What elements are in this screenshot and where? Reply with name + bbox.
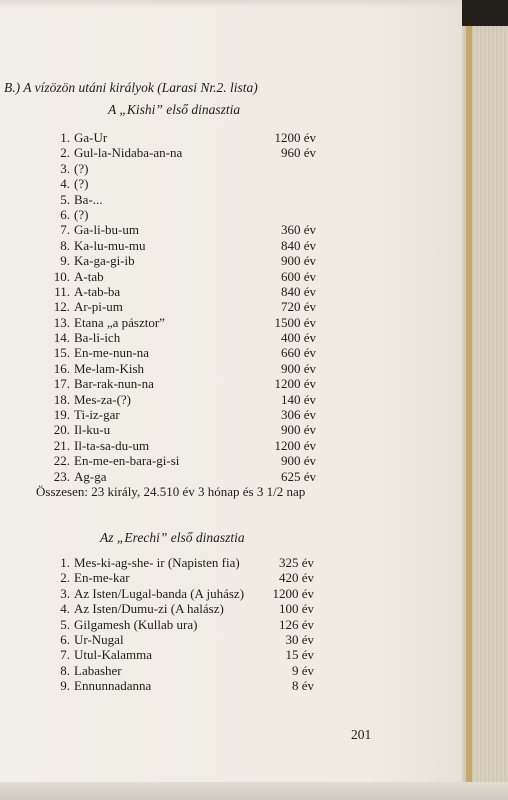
item-number: 5. (60, 616, 70, 632)
reign-years: 360 év (280, 222, 316, 238)
king-name: Il-ta-sa-du-um (74, 437, 150, 453)
reign-years: 660 év (280, 345, 316, 361)
book-gilt-edge (466, 26, 472, 800)
list-item (52, 392, 316, 407)
dynasty2-list (52, 555, 314, 694)
reign-years: 100 év (278, 601, 314, 617)
king-name: Ga-Ur (74, 130, 108, 145)
list-item (52, 407, 316, 422)
king-name: Il-ku-u (74, 422, 111, 438)
king-name: Ur-Nugal (74, 631, 124, 647)
list-item (52, 315, 316, 330)
list-item (52, 284, 316, 299)
king-name: Ga-li-bu-um (74, 222, 139, 238)
item-number: 18. (53, 391, 70, 407)
reign-years: 420 év (278, 570, 314, 586)
dynasty1-list (52, 130, 316, 484)
item-number: 2. (60, 145, 70, 161)
king-name: Etana „a pásztor” (74, 314, 165, 330)
list-item (52, 269, 316, 284)
list-item (52, 555, 314, 570)
king-name: (?) (74, 176, 89, 192)
list-item (52, 299, 316, 314)
list-item (52, 145, 316, 160)
reign-years: 126 év (278, 616, 314, 632)
king-name: Gilgamesh (Kullab ura) (74, 616, 198, 632)
item-number: 1. (60, 555, 70, 570)
list-item (52, 422, 316, 437)
item-number: 11. (54, 283, 70, 299)
list-item (52, 176, 316, 191)
reign-years: 1200 év (274, 437, 316, 453)
reign-years: 9 év (291, 662, 314, 678)
item-number: 8. (60, 237, 70, 253)
list-item (52, 222, 316, 237)
list-item (52, 438, 316, 453)
reign-years: 8 év (291, 678, 314, 694)
item-number: 19. (53, 407, 70, 423)
item-number: 9. (60, 678, 70, 694)
book-cover-corner (462, 0, 508, 26)
list-item (52, 130, 316, 145)
item-number: 15. (53, 345, 70, 361)
book-bottom-shadow (0, 782, 508, 800)
list-item (52, 238, 316, 253)
reign-years: 1200 év (274, 376, 316, 392)
reign-years: 900 év (280, 422, 316, 438)
king-name: En-me-nun-na (74, 345, 150, 361)
item-number: 22. (53, 453, 70, 469)
item-number: 7. (60, 222, 70, 238)
list-item (52, 617, 314, 632)
reign-years: 30 év (285, 631, 314, 647)
reign-years: 400 év (280, 330, 316, 346)
item-number: 17. (53, 376, 70, 392)
list-item (52, 678, 314, 693)
king-name: Ti-iz-gar (74, 407, 120, 423)
item-number: 12. (53, 299, 70, 315)
king-name: En-me-kar (74, 570, 130, 586)
item-number: 1. (60, 130, 70, 145)
reign-years: 900 év (280, 253, 316, 269)
reign-years: 900 év (280, 360, 316, 376)
list-item (52, 192, 316, 207)
item-number: 8. (60, 662, 70, 678)
list-item (52, 207, 316, 222)
king-name: Ag-ga (74, 468, 107, 484)
reign-years: 720 év (280, 299, 316, 315)
king-name: Ba-li-ich (74, 330, 121, 346)
king-name: (?) (74, 160, 89, 176)
dynasty2-title: Az „Erechi” első dinasztia (100, 530, 245, 545)
item-number: 2. (60, 570, 70, 586)
item-number: 4. (60, 176, 70, 192)
item-number: 14. (53, 330, 70, 346)
king-name: Me-lam-Kish (74, 360, 145, 376)
item-number: 21. (53, 437, 70, 453)
item-number: 23. (53, 468, 70, 484)
item-number: 7. (60, 647, 70, 663)
item-number: 10. (53, 268, 70, 284)
dynasty1-summary: Összesen: 23 király, 24.510 év 3 hónap és 3 1/2 nap (36, 484, 306, 499)
king-name: Labasher (74, 662, 122, 678)
list-item (52, 330, 316, 345)
king-name: Mes-ki-ag-she- ir (Napisten fia) (74, 555, 240, 570)
reign-years: 840 év (280, 237, 316, 253)
list-item (52, 453, 316, 468)
king-name: Ka-lu-mu-mu (74, 237, 146, 253)
item-number: 6. (60, 631, 70, 647)
king-name: (?) (74, 206, 89, 222)
list-item (52, 469, 316, 484)
item-number: 20. (53, 422, 70, 438)
item-number: 6. (60, 206, 70, 222)
list-item (52, 345, 316, 360)
item-number: 9. (60, 253, 70, 269)
page-top-shadow (0, 0, 462, 8)
reign-years: 15 év (285, 647, 314, 663)
item-number: 3. (60, 585, 70, 601)
reign-years: 625 év (280, 468, 316, 484)
page-number: 201 (351, 727, 372, 742)
dynasty1-title: A „Kishi” első dinasztia (108, 102, 241, 117)
item-number: 16. (53, 360, 70, 376)
section-title: B.) A vízözön utáni királyok (Larasi Nr.2. lista) (4, 80, 258, 95)
reign-years: 1500 év (274, 314, 316, 330)
item-number: 13. (53, 314, 70, 330)
list-item (52, 647, 314, 662)
reign-years: 325 év (278, 555, 314, 570)
list-item (52, 376, 316, 391)
reign-years: 900 év (280, 453, 316, 469)
king-name: A-tab (74, 268, 104, 284)
list-item (52, 161, 316, 176)
item-number: 5. (60, 191, 70, 207)
reign-years: 600 év (280, 268, 316, 284)
king-name: Ba-... (74, 191, 103, 207)
reign-years: 306 év (280, 407, 316, 423)
king-name: Mes-za-(?) (74, 391, 132, 407)
reign-years: 1200 év (272, 585, 314, 601)
list-item (52, 663, 314, 678)
king-name: Ar-pi-um (74, 299, 123, 315)
king-name: Utul-Kalamma (74, 647, 152, 663)
king-name: Bar-rak-nun-na (74, 376, 154, 392)
reign-years: 1200 év (274, 130, 316, 145)
king-name: Ka-ga-gi-ib (74, 253, 135, 269)
king-name: A-tab-ba (74, 283, 121, 299)
reign-years: 960 év (280, 145, 316, 161)
king-name: Ennunnadanna (74, 678, 152, 694)
list-item (52, 601, 314, 616)
king-name: En-me-en-bara-gi-si (74, 453, 180, 469)
list-item (52, 361, 316, 376)
item-number: 3. (60, 160, 70, 176)
list-item (52, 632, 314, 647)
reign-years: 840 év (280, 283, 316, 299)
king-name: Gul-la-Nidaba-an-na (74, 145, 183, 161)
item-number: 4. (60, 601, 70, 617)
list-item (52, 253, 316, 268)
reign-years: 140 év (280, 391, 316, 407)
king-name: Az Isten/Dumu-zi (A halász) (74, 601, 224, 617)
king-name: Az Isten/Lugal-banda (A juhász) (74, 585, 245, 601)
list-item (52, 570, 314, 585)
list-item (52, 586, 314, 601)
